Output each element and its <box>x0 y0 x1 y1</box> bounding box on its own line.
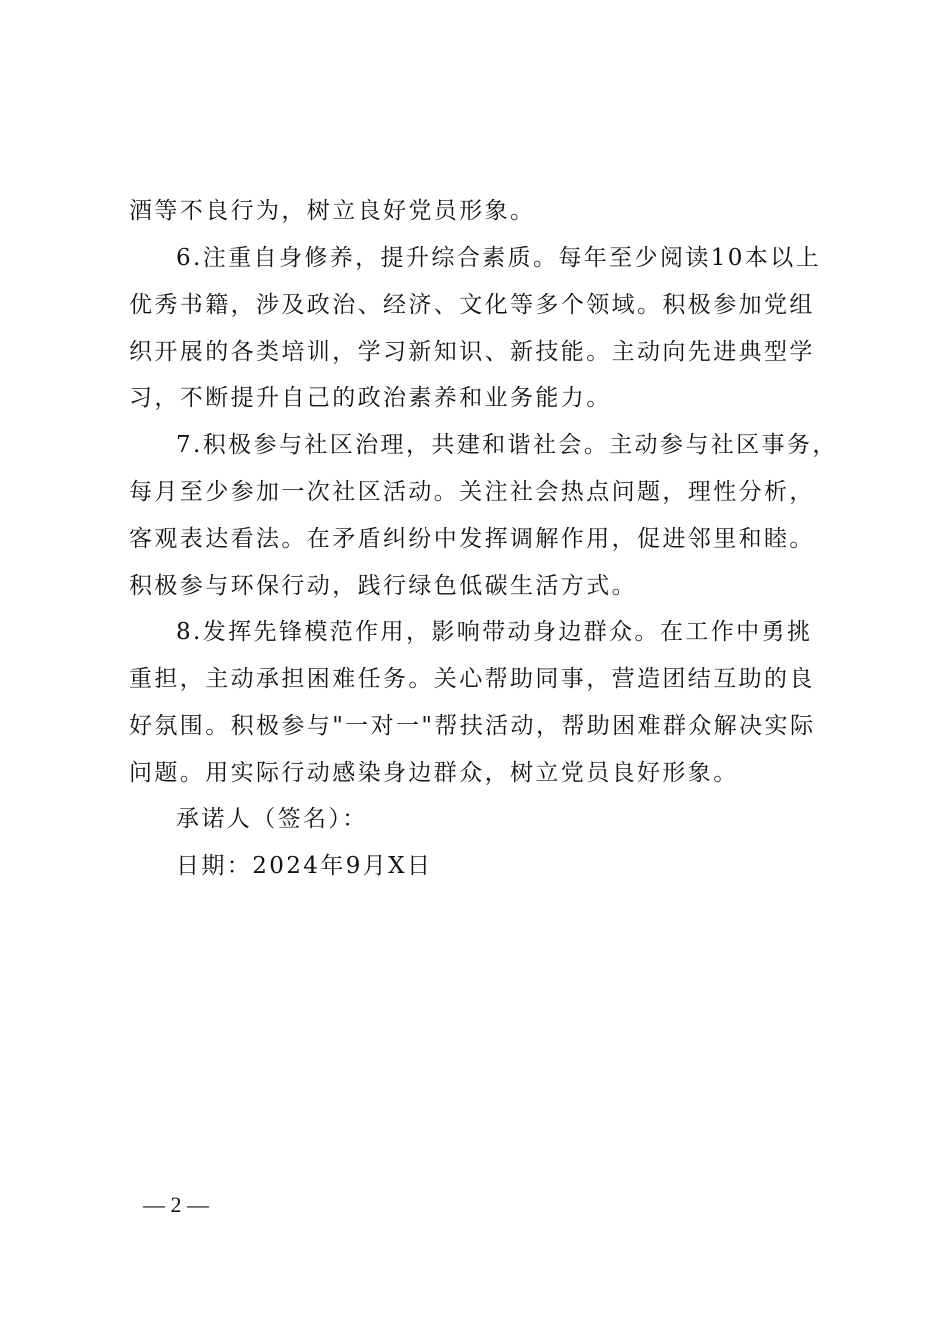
text-line: 习，不断提升自己的政治素养和业务能力。 <box>129 385 612 411</box>
text-line: 重担，主动承担困难任务。关心帮助同事，营造团结互助的良 <box>129 666 815 692</box>
text-line: 7.积极参与社区治理，共建和谐社会。主动参与社区事务， <box>176 432 838 458</box>
text-line: 好氛围。积极参与"一对一"帮扶活动，帮助困难群众解决实际 <box>129 713 816 739</box>
signature-label: 承诺人（签名）： <box>176 806 368 832</box>
text-line: 酒等不良行为，树立良好党员形象。 <box>129 198 536 224</box>
page-number: — 2 — <box>143 1192 209 1217</box>
text-line: 优秀书籍，涉及政治、经济、文化等多个领域。积极参加党组 <box>129 292 815 318</box>
text-line: 8.发挥先锋模范作用，影响带动身边群众。在工作中勇挑 <box>176 619 813 645</box>
text-line: 问题。用实际行动感染身边群众，树立党员良好形象。 <box>129 760 739 786</box>
text-line: 积极参与环保行动，践行绿色低碳生活方式。 <box>129 573 637 599</box>
date-label: 日期：2024年9月X日 <box>176 853 433 879</box>
text-line: 织开展的各类培训，学习新知识、新技能。主动向先进典型学 <box>129 339 815 365</box>
text-line: 每月至少参加一次社区活动。关注社会热点问题，理性分析， <box>129 479 815 505</box>
text-line: 6.注重自身修养，提升综合素质。每年至少阅读10本以上 <box>176 245 822 271</box>
text-line: 客观表达看法。在矛盾纠纷中发挥调解作用，促进邻里和睦。 <box>129 526 815 552</box>
